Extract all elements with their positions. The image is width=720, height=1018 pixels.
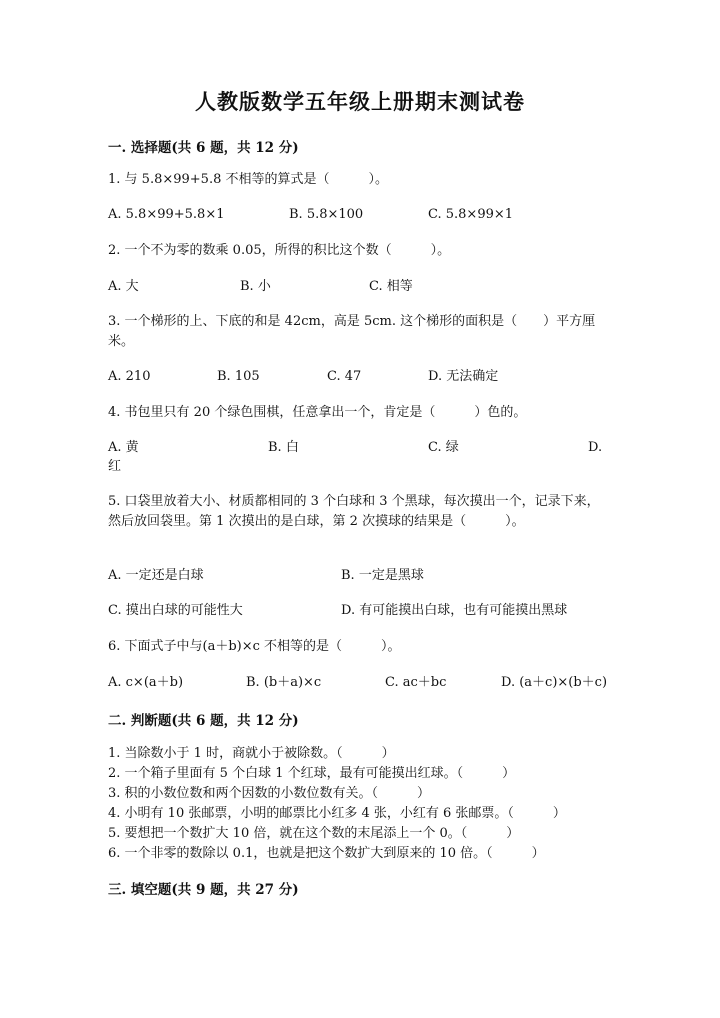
question-stem: 5. 口袋里放着大小、材质都相同的 3 个白球和 3 个黑球，每次摸出一个，记录下来，然后放回袋里。第 1 次摸出的是白球，第 2 次摸球的结果是（ ）。 (108, 494, 600, 529)
option-b: B. 一定是黑球 (341, 568, 424, 583)
judge-item: 5. 要想把一个数扩大 10 倍，就在这个数的末尾添上一个 0。（ ） (108, 826, 520, 841)
section-heading-judge: 二. 判断题(共 6 题，共 12 分) (108, 713, 299, 729)
question-stem: 1. 与 5.8×99+5.8 不相等的算式是（ ）。 (108, 172, 388, 187)
question-stem: 4. 书包里只有 20 个绿色围棋，任意拿出一个，肯定是（ ）色的。 (108, 405, 527, 420)
option-c: C. 摸出白球的可能性大 (108, 603, 243, 618)
section-heading-fill: 三. 填空题(共 9 题，共 27 分) (108, 882, 299, 898)
option-d-text: 红 (108, 459, 122, 474)
option-a: A. c×(a＋b) (108, 675, 184, 690)
option-a: A. 5.8×99+5.8×1 (108, 207, 225, 222)
option-c: C. 相等 (369, 279, 413, 294)
judge-item: 4. 小明有 10 张邮票，小明的邮票比小红多 4 张，小红有 6 张邮票。（ ） (108, 806, 566, 821)
option-b: B. 白 (268, 440, 299, 455)
option-d: D. 有可能摸出白球，也有可能摸出黑球 (341, 603, 568, 618)
option-d: D. (a＋c)×(b＋c) (501, 675, 608, 690)
option-c: C. ac＋bc (385, 675, 447, 690)
question-stem: 3. 一个梯形的上、下底的和是 42cm，高是 5cm. 这个梯形的面积是（ ）平方厘米。 (108, 314, 596, 349)
option-a: A. 210 (108, 369, 151, 384)
judge-item: 6. 一个非零的数除以 0.1，也就是把这个数扩大到原来的 10 倍。（ ） (108, 846, 545, 861)
judge-item: 2. 一个箱子里面有 5 个白球 1 个红球，最有可能摸出红球。（ ） (108, 766, 516, 781)
question-stem: 2. 一个不为零的数乘 0.05，所得的积比这个数（ ）。 (108, 243, 451, 258)
option-a: A. 黄 (108, 440, 139, 455)
option-d: D. 无法确定 (428, 369, 499, 384)
question-stem: 6. 下面式子中与(a＋b)×c 不相等的是（ ）。 (108, 639, 401, 654)
option-b: B. (b＋a)×c (246, 675, 322, 690)
option-d: D. (588, 440, 603, 455)
option-c: C. 47 (327, 369, 362, 384)
judge-item: 1. 当除数小于 1 时，商就小于被除数。（ ） (108, 746, 395, 761)
option-c: C. 绿 (428, 440, 459, 455)
option-a: A. 一定还是白球 (108, 568, 204, 583)
option-c: C. 5.8×99×1 (428, 207, 514, 222)
judge-item: 3. 积的小数位数和两个因数的小数位数有关。（ ） (108, 786, 431, 801)
option-a: A. 大 (108, 279, 139, 294)
section-heading-choice: 一. 选择题(共 6 题，共 12 分) (108, 140, 299, 156)
option-b: B. 小 (240, 279, 271, 294)
page-title: 人教版数学五年级上册期末测试卷 (195, 89, 525, 114)
option-b: B. 5.8×100 (289, 207, 364, 222)
option-b: B. 105 (217, 369, 260, 384)
